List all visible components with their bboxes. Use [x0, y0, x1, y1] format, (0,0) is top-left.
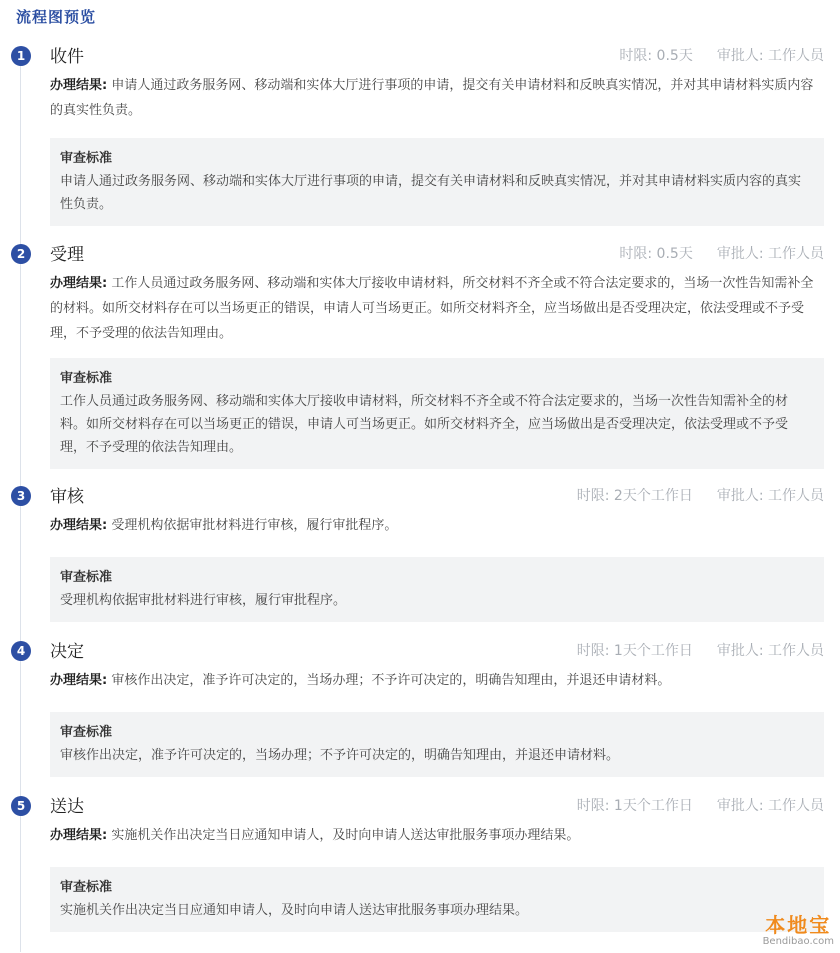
- approver: 审批人: 工作人员: [716, 48, 824, 64]
- standard-text: 实施机关作出决定当日应通知申请人，及时向申请人送达审批服务事项办理结果。: [60, 903, 529, 918]
- standard-text: 工作人员通过政务服务网、移动端和实体大厅接收申请材料，所交材料不齐全或不符合法定要求的，当场一次性告知需补全的材料。如所交材料存在可以当场更正的错误，申请人可当场更正。如所交材料齐全，应当场做出是否受理决定，依法受理或不予受理，不予受理的依法告知理由。: [60, 394, 789, 455]
- step-title: 受理: [50, 245, 84, 265]
- review-standard-box: [50, 138, 824, 226]
- step-title: 收件: [50, 47, 84, 67]
- standard-text: 申请人通过政务服务网、移动端和实体大厅进行事项的申请，提交有关申请材料和反映真实情况，并对其申请材料实质内容的真实性负责。: [60, 174, 802, 212]
- step-result: [50, 73, 824, 123]
- step-result: [50, 668, 824, 693]
- time-limit: 时限: 0.5天: [619, 246, 693, 262]
- step-title: 审核: [50, 487, 84, 507]
- step-number-badge: 1: [11, 46, 31, 66]
- result-label: 办理结果:: [50, 78, 108, 93]
- standard-title: 审查标准: [60, 880, 113, 895]
- step-title: 送达: [50, 797, 84, 817]
- step-number-badge: 2: [11, 244, 31, 264]
- step-meta: [619, 243, 824, 263]
- step-number-badge: 4: [11, 641, 31, 661]
- result-text: 申请人通过政务服务网、移动端和实体大厅进行事项的申请，提交有关申请材料和反映真实情况，并对其申请材料实质内容的真实性负责。: [50, 78, 814, 118]
- review-standard-box: [50, 712, 824, 777]
- review-standard-box: [50, 867, 824, 932]
- result-label: 办理结果:: [50, 673, 108, 688]
- result-text: 审核作出决定，准予许可决定的，当场办理；不予许可决定的，明确告知理由，并退还申请材料。: [111, 673, 671, 688]
- approver: 审批人: 工作人员: [716, 246, 824, 262]
- result-text: 受理机构依据审批材料进行审核，履行审批程序。: [111, 518, 398, 533]
- result-text: 工作人员通过政务服务网、移动端和实体大厅接收申请材料，所交材料不齐全或不符合法定要求的，当场一次性告知需补全的材料。如所交材料存在可以当场更正的错误，申请人可当场更正。如所交材料齐全，应当场做出是否受理决定，依法受理或不予受理，不予受理的依法告知理由。: [50, 276, 814, 341]
- standard-text: 审核作出决定，准予许可决定的，当场办理；不予许可决定的，明确告知理由，并退还申请材料。: [60, 748, 620, 763]
- step-title: 决定: [50, 642, 84, 662]
- watermark-brand: 本地宝: [765, 913, 832, 937]
- watermark-domain: Bendibao.com: [762, 936, 834, 947]
- standard-text: 受理机构依据审批材料进行审核，履行审批程序。: [60, 593, 347, 608]
- result-label: 办理结果:: [50, 518, 108, 533]
- standard-title: 审查标准: [60, 371, 113, 386]
- time-limit: 时限: 2天个工作日: [576, 488, 693, 504]
- step-meta: [577, 485, 824, 505]
- step-meta: [577, 795, 824, 815]
- approver: 审批人: 工作人员: [716, 643, 824, 659]
- approver: 审批人: 工作人员: [716, 798, 824, 814]
- approver: 审批人: 工作人员: [716, 488, 824, 504]
- time-limit: 时限: 1天个工作日: [576, 798, 693, 814]
- step-number-badge: 5: [11, 796, 31, 816]
- result-text: 实施机关作出决定当日应通知申请人，及时向申请人送达审批服务事项办理结果。: [111, 828, 580, 843]
- result-label: 办理结果:: [50, 276, 108, 291]
- standard-title: 审查标准: [60, 725, 113, 740]
- standard-title: 审查标准: [60, 570, 113, 585]
- time-limit: 时限: 0.5天: [619, 48, 693, 64]
- site-watermark-logo: [763, 909, 834, 947]
- review-standard-box: [50, 358, 824, 469]
- step-number-badge: 3: [11, 486, 31, 506]
- review-standard-box: [50, 557, 824, 622]
- standard-title: 审查标准: [60, 151, 113, 166]
- step-result: [50, 513, 824, 538]
- step-meta: [619, 45, 824, 65]
- step-result: [50, 271, 824, 346]
- result-label: 办理结果:: [50, 828, 108, 843]
- step-meta: [577, 640, 824, 660]
- time-limit: 时限: 1天个工作日: [576, 643, 693, 659]
- page-title: 流程图预览: [16, 8, 97, 26]
- step-result: [50, 823, 824, 848]
